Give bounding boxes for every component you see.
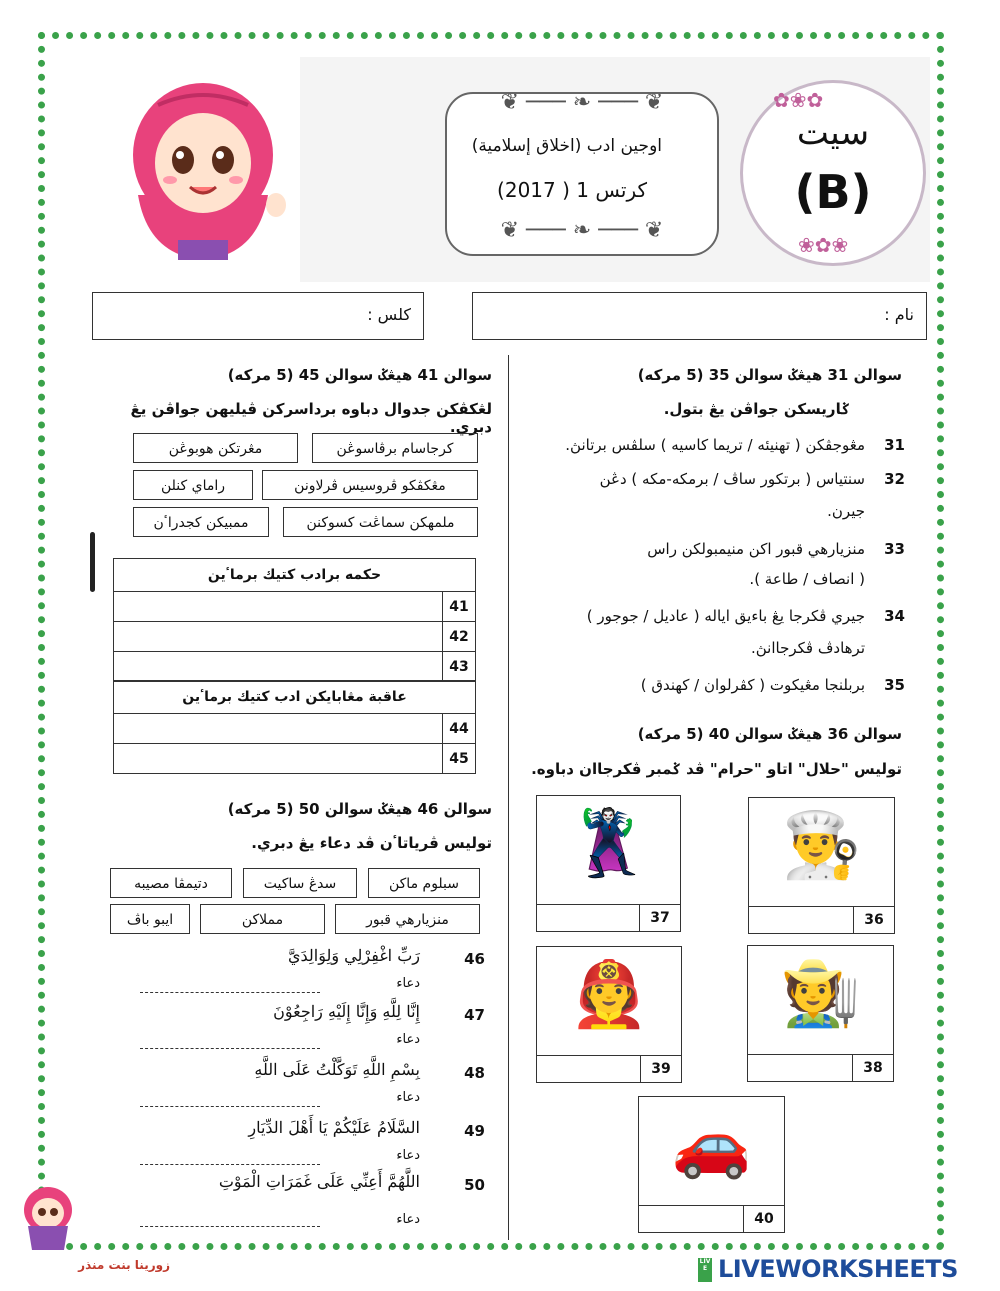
dua-text-46: رَبِّ اغْفِرْلِي وَلِوَالِدَيَّ [287, 946, 420, 965]
dua-49 [110, 1118, 490, 1168]
picture-box-40 [638, 1096, 785, 1233]
q34-text: جيري ڤكرجا يڠ باءيق اياله ( عاديل / جوجور ) [586, 607, 865, 625]
row-num-41: 41 [443, 592, 476, 622]
option-box[interactable]: ملمهكن سماڠت كسوكنن [283, 507, 478, 537]
answer-field-40[interactable] [639, 1206, 744, 1232]
answer-line-49[interactable] [140, 1164, 320, 1165]
option-box[interactable]: كرجاسام برڤاسوڠن [312, 433, 478, 463]
answer-cell-42[interactable] [114, 622, 443, 652]
option-box[interactable]: سدڠ ساكيت [243, 868, 357, 898]
answer-field-36[interactable] [749, 907, 854, 933]
q31[interactable] [515, 432, 905, 462]
sec3-title: سوالن 41 هيڠݢ سوالن 45 (5 مركه) [227, 366, 492, 384]
wisdom-table [113, 558, 476, 682]
q33-text-2: ( انصاف / طاعة ). [749, 570, 865, 588]
sec1-instruction: ݢاريسكن جواڤن يڠ بتول. [663, 400, 850, 418]
dua-47 [110, 1002, 490, 1052]
picture-box-38 [747, 945, 894, 1082]
sec4-title: سوالن 46 هيڠݢ سوالن 50 (5 مركه) [227, 800, 492, 818]
sec1-title: سوالن 31 هيڠݢ سوالن 35 (5 مركه) [637, 366, 902, 384]
sec2-instruction: توليس "حلال" اتاو "حرام" ڤد ݢمبر ڤكرجاان دباوه. [531, 760, 902, 778]
subject-title: اوجين ادب (اخلاق إسلامية) [471, 136, 662, 156]
option-box[interactable]: مملاكن [200, 904, 325, 934]
sec2-title: سوالن 36 هيڠݢ سوالن 40 (5 مركه) [637, 725, 902, 743]
option-box[interactable]: سبلوم ماكن [368, 868, 480, 898]
liveworksheets-logo[interactable] [698, 1255, 998, 1285]
class-field[interactable] [92, 292, 424, 340]
dua-label-47: دعاء [396, 1032, 420, 1047]
q35-text: بربلنجا مڠيكوت ( كڤرلوان / كهندق ) [640, 676, 865, 694]
row-num-44: 44 [443, 714, 476, 744]
option-box[interactable]: منزيارهي قبور [335, 904, 480, 934]
option-box[interactable]: مڠكڤكو ڤروسيس ڤرلاونن [262, 470, 478, 500]
picture-num-40: 40 [743, 1205, 784, 1232]
sec3-instruction: لڠكڤكن جدوال دباوه برداسركن ڤيليهن جواڤن يڠ دبري. [130, 400, 492, 436]
picture-box-37 [536, 795, 681, 932]
name-field[interactable] [472, 292, 927, 340]
paper-title: كرتس 1 ( 2017) [497, 178, 647, 202]
footer-girl-illustration [20, 1186, 76, 1254]
name-label: نام : [884, 305, 914, 324]
consequence-table-header: عاقبة مڠابايكن ادب كتيك برماٴين [114, 681, 476, 714]
q35-num: 35 [884, 676, 905, 694]
author-credit: زورينا بنت منذر [78, 1258, 170, 1272]
row-num-42: 42 [443, 622, 476, 652]
dua-label-49: دعاء [396, 1148, 420, 1163]
q35[interactable] [515, 672, 905, 702]
dua-label-50: دعاء [396, 1212, 420, 1227]
q33-text: منزيارهي قبور اكن منيمبولكن راس [647, 540, 865, 558]
dua-num-46: 46 [464, 950, 485, 968]
option-box[interactable]: ممبيكن كجدراٴن [133, 507, 269, 537]
title-frame [445, 92, 719, 256]
brand-name: LIVEWORKSHEETS [718, 1255, 958, 1283]
picture-box-39 [536, 946, 682, 1083]
flower-icon-2: ❀✿❀ [798, 233, 849, 257]
dua-50 [110, 1172, 490, 1227]
flower-icon: ✿❀✿ [773, 88, 824, 112]
car-wash-icon: 🚗 [671, 1108, 752, 1182]
answer-line-47[interactable] [140, 1048, 320, 1049]
q34-num: 34 [884, 607, 905, 625]
consequence-table [113, 680, 476, 774]
live-square-icon: LIVE [698, 1258, 712, 1282]
dua-text-50: اللَّهُمَّ أَعِنِّي عَلَى غَمَرَاتِ الْمَوْتِ [218, 1172, 420, 1191]
bracket-mark [90, 532, 95, 592]
q32[interactable] [515, 466, 905, 526]
farmer-icon: 🧑‍🌾 [780, 957, 861, 1031]
answer-field-38[interactable] [748, 1055, 853, 1081]
option-box[interactable]: دتيمڤا مصيبه [110, 868, 232, 898]
q32-text: سنتياس ( برتكور ساڤ / برمكه-مكه ) دڠن [599, 470, 865, 488]
thief-icon: 🦹 [568, 807, 649, 881]
option-box[interactable]: ايبو باڤ [110, 904, 190, 934]
answer-cell-44[interactable] [114, 714, 443, 744]
answer-line-46[interactable] [140, 992, 320, 993]
column-divider [508, 355, 509, 1240]
ornament-bottom: ❦ ─── ❧ ─── ❦ [500, 218, 664, 243]
chef-icon: 👨‍🍳 [781, 809, 862, 883]
answer-cell-43[interactable] [114, 652, 443, 682]
picture-num-36: 36 [853, 906, 894, 933]
picture-num-38: 38 [852, 1054, 893, 1081]
dua-label-46: دعاء [396, 976, 420, 991]
q34[interactable] [515, 603, 905, 663]
sec4-instruction: توليس ڤرياتاٴن ڤد دعاء يڠ دبري. [251, 834, 492, 852]
dua-num-49: 49 [464, 1122, 485, 1140]
girl-illustration [118, 75, 298, 265]
q33-num: 33 [884, 540, 905, 558]
picture-box-36 [748, 797, 895, 934]
dua-num-50: 50 [464, 1176, 485, 1194]
answer-field-39[interactable] [537, 1056, 641, 1082]
q32-num: 32 [884, 470, 905, 488]
dua-text-49: السَّلَامُ عَلَيْكُمْ يَا أَهْلَ الدِّيَارِ [248, 1118, 420, 1137]
q33[interactable] [515, 536, 905, 596]
option-box[interactable]: مڠرتكن هوبوڠن [133, 433, 298, 463]
dua-46 [110, 946, 490, 996]
wisdom-table-header: حكمه برادب كتيك برماٴين [114, 559, 476, 592]
set-word: سيت [796, 113, 870, 153]
firefighter-icon: 🧑‍🚒 [569, 958, 649, 1032]
class-label: كلس : [367, 305, 411, 324]
q32-text-2: جيرن. [827, 502, 865, 520]
ornament-top: ❦ ─── ❧ ─── ❦ [500, 90, 664, 115]
option-box[interactable]: راماي كنلن [133, 470, 253, 500]
answer-cell-41[interactable] [114, 592, 443, 622]
answer-cell-45[interactable] [114, 744, 443, 774]
picture-num-37: 37 [639, 904, 680, 931]
row-num-43: 43 [443, 652, 476, 682]
q31-text: مڠوجڤكن ( تهنيئه / تريما كاسيه ) سلڤس برتانڽ. [565, 436, 865, 454]
dua-label-48: دعاء [396, 1090, 420, 1105]
answer-field-37[interactable] [537, 905, 640, 931]
set-badge [740, 80, 926, 266]
picture-num-39: 39 [640, 1055, 681, 1082]
row-num-45: 45 [443, 744, 476, 774]
dua-num-48: 48 [464, 1064, 485, 1082]
q34-text-2: ترهادڤ ڤكرجاانڽ. [750, 639, 865, 657]
dua-num-47: 47 [464, 1006, 485, 1024]
q31-num: 31 [884, 436, 905, 454]
dua-48 [110, 1060, 490, 1110]
answer-line-50[interactable] [140, 1226, 320, 1227]
dua-text-47: إِنَّا لِلَّهِ وَإِنَّا إِلَيْهِ رَاجِعُوْنَ [273, 1002, 420, 1021]
dua-text-48: بِسْمِ اللَّهِ تَوَكَّلْتُ عَلَى اللَّهِ [254, 1060, 420, 1079]
answer-line-48[interactable] [140, 1106, 320, 1107]
set-letter: (B) [794, 165, 872, 219]
